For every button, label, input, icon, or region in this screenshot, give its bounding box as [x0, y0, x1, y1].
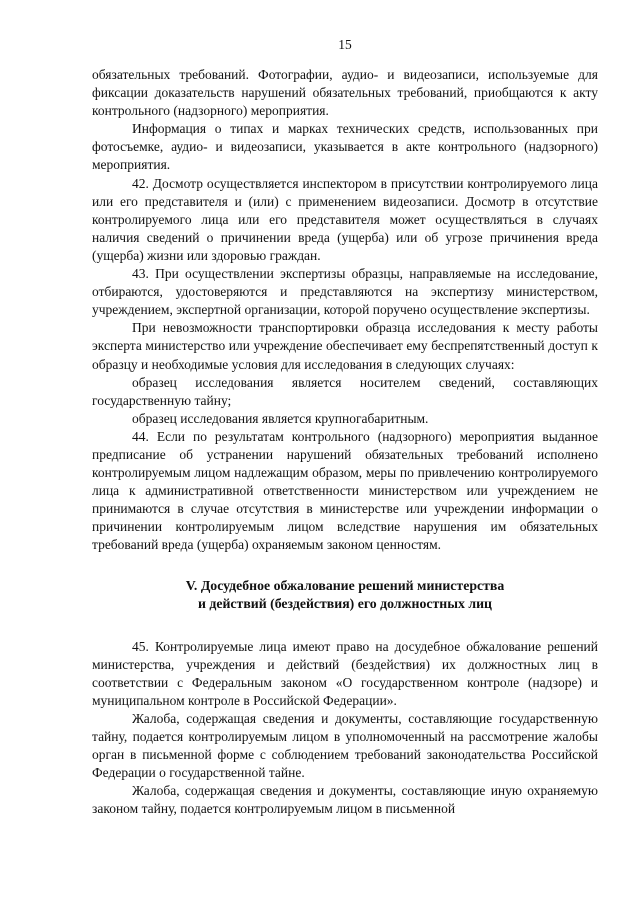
paragraph-large-sample: образец исследования является крупногабаритным. [132, 410, 429, 426]
paragraph-44-compliance: 44. Если по результатам контрольного (надзорного) мероприятия выданное предписание об устранении нарушений обязательных требований исполнено контролируемым лицом надлежащим образом, меры по привлечению контролируемого лица к административной ответственности министерством или учреждением не принимаются в случае отсутствия в министерстве или учреждении информации о причинении контролируемым лицом вследствие нарушения им обязательных требований вреда (ущерба) охраняемым законом ценностям. [92, 428, 598, 553]
paragraph-technical-means: Информация о типах и марках технических средств, использованных при фотосъемке, аудио- и видеозаписи, указывается в акте контрольного (надзорного) мероприятия. [92, 121, 598, 173]
section-heading-line-2: и действий (бездействия) его должностных лиц [197, 596, 493, 612]
paragraph-45-appeal: 45. Контролируемые лица имеют право на досудебное обжалование решений министерства, учреждения и действий (бездействия) их должностных лиц в соответствии с Федеральным законом «О государственном контроле (надзоре) и муниципальном контроле в Российской Федерации». [92, 638, 598, 708]
paragraph-complaint-state-secret: Жалоба, содержащая сведения и документы, составляющие государственную тайну, подается контролируемым лицом в уполномоченный на рассмотрение жалобы орган в письменной форме с соблюдением требований законодательства Российской Федерации о государственной тайне. [92, 710, 598, 781]
body-text-bottom [92, 638, 598, 819]
page-number: 15 [338, 37, 352, 52]
section-heading [92, 577, 598, 614]
paragraph-transport-impossible: При невозможности транспортировки образца исследования к месту работы эксперта министерство или учреждение обеспечивает ему беспрепятственный доступ к образцу и необходимые условия для исследования в следующих случаях: [92, 320, 598, 372]
paragraph-42-inspection: 42. Досмотр осуществляется инспектором в присутствии контролируемого лица или его представителя и (или) с применением видеозаписи. Досмотр в отсутствие контролируемого лица или его представителя может осуществляться в случаях наличия сведений о причинении вреда (ущерба) или об угрозе причинения вреда (ущерба) жизни или здоровью граждан. [92, 175, 598, 263]
body-text-top [92, 66, 598, 555]
paragraph-continuation: обязательных требований. Фотографии, аудио- и видеозаписи, используемые для фиксации доказательств нарушений обязательных требований, приобщаются к акту контрольного (надзорного) мероприятия. [92, 67, 598, 119]
paragraph-43-expertise: 43. При осуществлении экспертизы образцы, направляемые на исследование, отбираются, удостоверяются и представляются на экспертизу министерством, учреждением, экспертной организации, которой поручено осуществление экспертизы. [92, 266, 598, 318]
paragraph-complaint-other-secret: Жалоба, содержащая сведения и документы, составляющие иную охраняемую законом тайну, подается контролируемым лицом в письменной [92, 783, 598, 817]
paragraph-state-secret-sample: образец исследования является носителем сведений, составляющих государственную тайну; [92, 374, 598, 408]
section-heading-line-1: V. Досудебное обжалование решений министерства [185, 577, 505, 593]
